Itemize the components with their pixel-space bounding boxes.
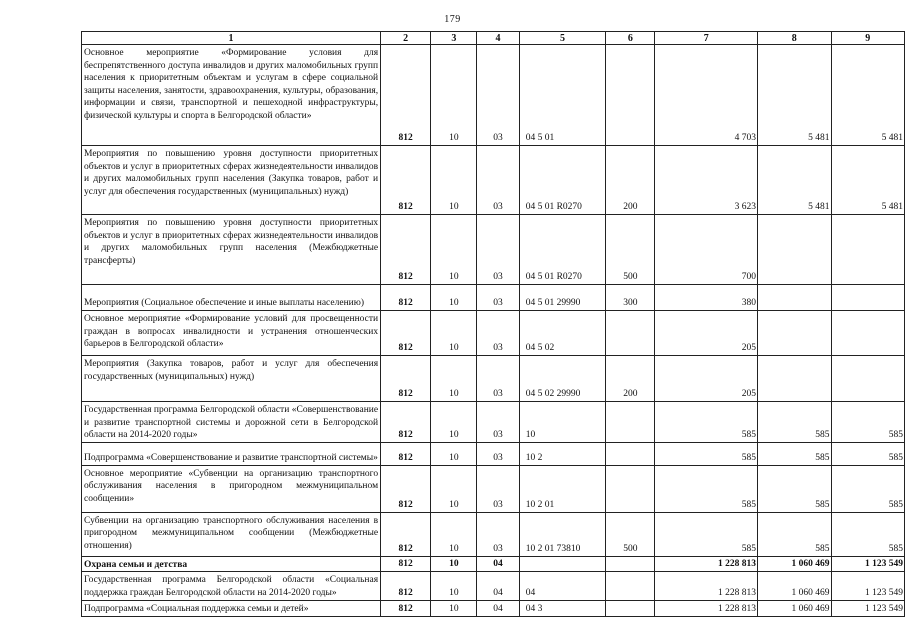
table-row xyxy=(82,45,905,146)
header-col-2: 2 xyxy=(381,32,431,45)
header-col-6: 6 xyxy=(606,32,655,45)
row-amount-year2: 585 xyxy=(758,402,831,443)
row-ministry-code: 812 xyxy=(381,215,431,285)
row-ministry-code: 812 xyxy=(381,285,431,311)
row-section: 10 xyxy=(431,402,477,443)
row-expense-type: 200 xyxy=(606,356,655,402)
row-subsection: 03 xyxy=(477,146,519,215)
table-row xyxy=(82,285,905,311)
row-description: Мероприятия по повышению уровня доступности приоритетных объектов и услуг в приоритетных сферах жизнедеятельности инвалидов и других маломобильных групп населения (Межбюджетные трансферты) xyxy=(82,215,381,285)
header-col-4: 4 xyxy=(477,32,519,45)
row-ministry-code: 812 xyxy=(381,465,431,512)
row-subsection: 04 xyxy=(477,556,519,572)
row-amount-year1: 205 xyxy=(655,356,758,402)
header-col-8: 8 xyxy=(758,32,831,45)
table-row xyxy=(82,356,905,402)
header-col-5: 5 xyxy=(519,32,606,45)
row-expense-type xyxy=(606,465,655,512)
table-row xyxy=(82,465,905,512)
row-subsection: 04 xyxy=(477,601,519,617)
row-expense-type: 200 xyxy=(606,146,655,215)
row-description: Подпрограмма «Совершенствование и развитие транспортной системы» xyxy=(82,442,381,465)
row-section: 10 xyxy=(431,356,477,402)
header-col-1: 1 xyxy=(82,32,381,45)
row-description: Субвенции на организацию транспортного обслуживания населения в пригородном межмуниципальном сообщении (Межбюджетные отношения) xyxy=(82,512,381,556)
row-subsection: 03 xyxy=(477,285,519,311)
row-section: 10 xyxy=(431,45,477,146)
row-target-article: 04 5 02 xyxy=(519,311,606,356)
row-section: 10 xyxy=(431,512,477,556)
row-expense-type xyxy=(606,45,655,146)
row-ministry-code: 812 xyxy=(381,146,431,215)
row-amount-year3: 585 xyxy=(831,465,905,512)
row-subsection: 03 xyxy=(477,311,519,356)
row-amount-year3: 585 xyxy=(831,402,905,443)
row-section: 10 xyxy=(431,465,477,512)
row-amount-year1: 700 xyxy=(655,215,758,285)
row-section: 10 xyxy=(431,285,477,311)
row-subsection: 03 xyxy=(477,215,519,285)
row-target-article: 10 2 xyxy=(519,442,606,465)
row-target-article: 04 3 xyxy=(519,601,606,617)
row-description: Мероприятия по повышению уровня доступности приоритетных объектов и услуг в приоритетных сферах жизнедеятельности инвалидов и других маломобильных групп населения (Закупка товаров, работ и услуг для обеспечения государственных (муниципальных) нужд) xyxy=(82,146,381,215)
budget-table xyxy=(81,31,905,617)
row-description: Основное мероприятие «Формирование условий для просвещенности граждан в вопросах инвалидности и устранения отношенческих барьеров в Белгородской области» xyxy=(82,311,381,356)
row-amount-year3: 5 481 xyxy=(831,146,905,215)
row-amount-year2 xyxy=(758,215,831,285)
row-ministry-code: 812 xyxy=(381,512,431,556)
row-expense-type xyxy=(606,442,655,465)
table-row xyxy=(82,512,905,556)
row-target-article: 10 xyxy=(519,402,606,443)
row-section: 10 xyxy=(431,601,477,617)
row-ministry-code: 812 xyxy=(381,45,431,146)
row-amount-year3: 585 xyxy=(831,512,905,556)
row-expense-type xyxy=(606,601,655,617)
row-description: Охрана семьи и детства xyxy=(82,556,381,572)
row-section: 10 xyxy=(431,572,477,601)
row-amount-year3 xyxy=(831,356,905,402)
row-ministry-code: 812 xyxy=(381,356,431,402)
row-target-article: 04 5 02 29990 xyxy=(519,356,606,402)
row-expense-type: 500 xyxy=(606,215,655,285)
table-row xyxy=(82,215,905,285)
row-subsection: 03 xyxy=(477,356,519,402)
row-description: Государственная программа Белгородской области «Социальная поддержка граждан Белгородской области на 2014-2020 годы» xyxy=(82,572,381,601)
row-amount-year2: 5 481 xyxy=(758,45,831,146)
row-amount-year1: 4 703 xyxy=(655,45,758,146)
header-col-7: 7 xyxy=(655,32,758,45)
row-amount-year3: 1 123 549 xyxy=(831,572,905,601)
row-amount-year1: 1 228 813 xyxy=(655,556,758,572)
row-subsection: 03 xyxy=(477,512,519,556)
row-section: 10 xyxy=(431,556,477,572)
header-col-3: 3 xyxy=(431,32,477,45)
row-description: Мероприятия (Закупка товаров, работ и услуг для обеспечения государственных (муниципальных) нужд) xyxy=(82,356,381,402)
row-section: 10 xyxy=(431,146,477,215)
row-amount-year3: 5 481 xyxy=(831,45,905,146)
row-amount-year2 xyxy=(758,285,831,311)
table-row xyxy=(82,146,905,215)
row-ministry-code: 812 xyxy=(381,601,431,617)
row-amount-year3: 1 123 549 xyxy=(831,556,905,572)
row-amount-year1: 205 xyxy=(655,311,758,356)
table-row xyxy=(82,572,905,601)
row-target-article: 04 5 01 R0270 xyxy=(519,215,606,285)
row-amount-year3 xyxy=(831,285,905,311)
row-amount-year2: 1 060 469 xyxy=(758,556,831,572)
row-ministry-code: 812 xyxy=(381,556,431,572)
row-expense-type: 300 xyxy=(606,285,655,311)
row-section: 10 xyxy=(431,311,477,356)
row-amount-year1: 585 xyxy=(655,512,758,556)
row-target-article: 04 xyxy=(519,572,606,601)
row-target-article: 10 2 01 73810 xyxy=(519,512,606,556)
row-section: 10 xyxy=(431,442,477,465)
row-amount-year2: 585 xyxy=(758,465,831,512)
row-ministry-code: 812 xyxy=(381,311,431,356)
row-description: Мероприятия (Социальное обеспечение и иные выплаты населению) xyxy=(82,285,381,311)
row-description: Основное мероприятие «Формирование условия для беспрепятственного доступа инвалидов и других маломобильных групп населения к приоритетным объектам и услугам в сфере социальной защиты населения, занятости, здравоохранения, культуры, образования, информации и связи, транспортной и пешеходной инфраструктуры, физической культуры и спорта в Белгородской области» xyxy=(82,45,381,146)
row-ministry-code: 812 xyxy=(381,572,431,601)
table-row xyxy=(82,311,905,356)
row-amount-year3: 585 xyxy=(831,442,905,465)
row-subsection: 03 xyxy=(477,465,519,512)
table-row xyxy=(82,402,905,443)
row-ministry-code: 812 xyxy=(381,442,431,465)
row-amount-year2: 585 xyxy=(758,442,831,465)
row-expense-type xyxy=(606,402,655,443)
row-amount-year3: 1 123 549 xyxy=(831,601,905,617)
row-amount-year1: 3 623 xyxy=(655,146,758,215)
row-expense-type xyxy=(606,556,655,572)
row-amount-year1: 1 228 813 xyxy=(655,572,758,601)
row-target-article: 04 5 01 29990 xyxy=(519,285,606,311)
row-amount-year1: 1 228 813 xyxy=(655,601,758,617)
header-col-9: 9 xyxy=(831,32,905,45)
row-amount-year2: 585 xyxy=(758,512,831,556)
row-target-article: 10 2 01 xyxy=(519,465,606,512)
row-amount-year2: 1 060 469 xyxy=(758,601,831,617)
row-amount-year1: 585 xyxy=(655,442,758,465)
row-amount-year1: 585 xyxy=(655,465,758,512)
row-amount-year2 xyxy=(758,356,831,402)
row-expense-type xyxy=(606,572,655,601)
table-row xyxy=(82,601,905,617)
row-description: Государственная программа Белгородской области «Совершенствование и развитие транспортной системы и дорожной сети в Белгородской области на 2014-2020 годы» xyxy=(82,402,381,443)
header-row xyxy=(82,32,905,45)
row-description: Подпрограмма «Социальная поддержка семьи и детей» xyxy=(82,601,381,617)
row-expense-type: 500 xyxy=(606,512,655,556)
row-subsection: 03 xyxy=(477,442,519,465)
row-expense-type xyxy=(606,311,655,356)
row-ministry-code: 812 xyxy=(381,402,431,443)
page-number: 179 xyxy=(444,14,461,25)
row-section: 10 xyxy=(431,215,477,285)
row-description: Основное мероприятие «Субвенции на организацию транспортного обслуживания населения в пригородном межмуниципальном сообщении» xyxy=(82,465,381,512)
row-subsection: 03 xyxy=(477,45,519,146)
row-amount-year3 xyxy=(831,215,905,285)
row-subsection: 04 xyxy=(477,572,519,601)
row-amount-year2: 1 060 469 xyxy=(758,572,831,601)
row-amount-year1: 585 xyxy=(655,402,758,443)
row-amount-year3 xyxy=(831,311,905,356)
table-row xyxy=(82,442,905,465)
row-subsection: 03 xyxy=(477,402,519,443)
row-amount-year2: 5 481 xyxy=(758,146,831,215)
row-amount-year1: 380 xyxy=(655,285,758,311)
table-row xyxy=(82,556,905,572)
row-target-article: 04 5 01 xyxy=(519,45,606,146)
row-target-article xyxy=(519,556,606,572)
row-target-article: 04 5 01 R0270 xyxy=(519,146,606,215)
row-amount-year2 xyxy=(758,311,831,356)
